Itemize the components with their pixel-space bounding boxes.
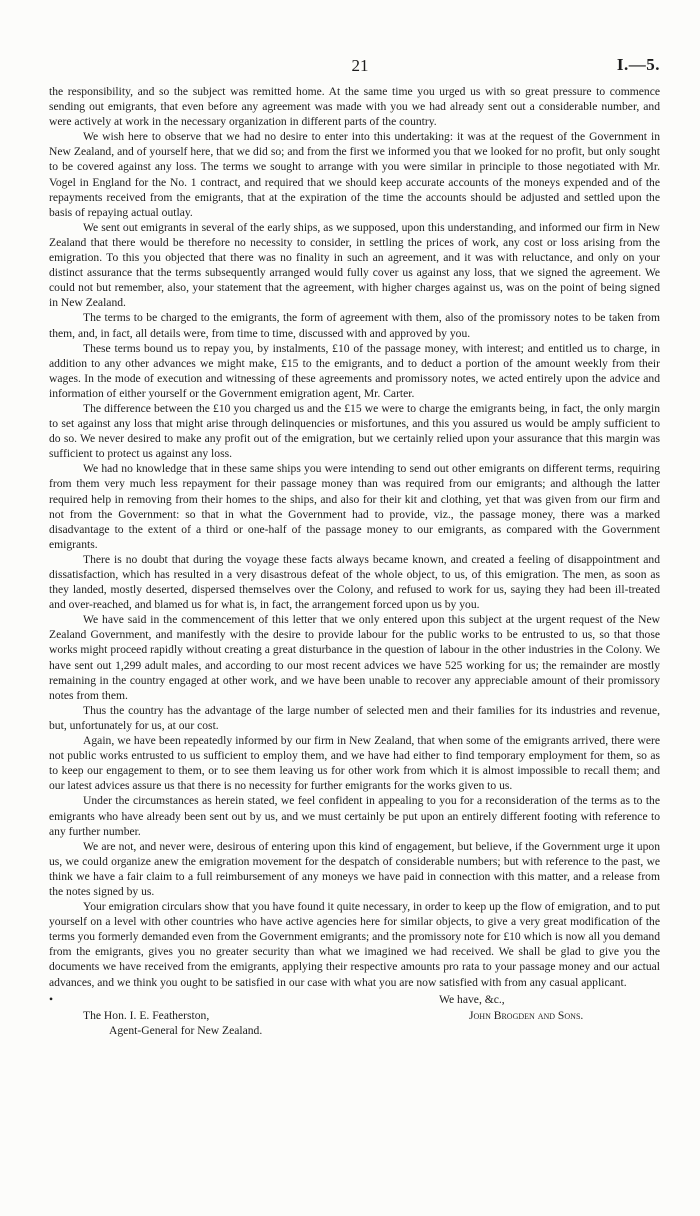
paragraph: We sent out emigrants in several of the early ships, as we supposed, upon this understanding, and informed our firm in New Zealand that there would be therefore no necessity to consider, in settling the prices of work, any cost or loss arising from the emigration. To this you objected that there was no finality in such an agreement, and it was with reluctance, and only on your distinct assurance that the terms subsequently arranged would fully cover us against any loss, that we signed the agreement. We could not but remember, also, your statement that the agreement, with higher charges against us, was on the point of being signed in New Zealand. xyxy=(49,220,660,310)
page-number: 21 xyxy=(351,56,369,75)
paragraph: These terms bound us to repay you, by instalments, £10 of the passage money, with interest; and entitled us to charge, in addition to any other advances we might make, £15 to the emigrants, and to deduct a portion of the amount weekly from their wages. In the mode of execution and witnessing of these agreements and promissory notes, we acted entirely upon the advice and information of either yourself or the Government emigration agent, Mr. Carter. xyxy=(49,341,660,400)
margin-mark: • xyxy=(49,992,54,1006)
letter-body xyxy=(49,84,660,1052)
signoff: We have, &c., xyxy=(439,992,505,1006)
paragraph: We have said in the commencement of this letter that we only entered upon this subject at the urgent request of the New Zealand Government, and manifestly with the desire to provide labour for the public works to be entrusted to us, so that those works might proceed rapidly without creating a great disturbance in the question of labour in the other industries in the Colony. We have sent out 1,299 adult males, and according to our most recent advices we have 525 working for us; the remainder are mostly remaining in the country engaged at other work, and we have been unable to recover any appreciable amount of their promissory notes from them. xyxy=(49,613,660,702)
paragraph: Thus the country has the advantage of the large number of selected men and their families for its industries and revenue, but, unfortunately for us, at our cost. xyxy=(49,703,660,732)
paragraph: We had no knowledge that in these same ships you were intending to send out other emigrants on different terms, requiring from them very much less repayment for their passage money than was required from our emigrants; and although the latter required help in removing from their homes to the ships, and also for their kit and clothing, yet that was given from our firm and not from the Government: so that in what the Government had to provide, viz., the passage money, there was a marked disadvantage to the extent of a third or one-half of the passage money to our emigrants, as compared with the Government emigrants. xyxy=(49,462,660,551)
paragraph: The terms to be charged to the emigrants, the form of agreement with them, also of the promissory notes to be taken from them, and, in fact, all details were, from time to time, discussed with and approved by you. xyxy=(49,311,660,340)
document-reference: I.—5. xyxy=(616,55,660,74)
addressee-name: The Hon. I. E. Featherston, xyxy=(83,1008,210,1022)
addressee-title: Agent-General for New Zealand. xyxy=(109,1023,263,1037)
paragraph: Under the circumstances as herein stated, we feel confident in appealing to you for a reconsideration of the terms as to the emigrants who have already been sent out by us, and we must certainly be put upon an entirely different footing with reference to any further number. xyxy=(49,794,660,838)
signature-name: John Brogden and Sons. xyxy=(469,1008,584,1022)
paragraph: We are not, and never were, desirous of entering upon this kind of engagement, but believe, if the Government urge it upon us, we could organize anew the emigration movement for the despatch of considerable numbers; but with reference to the past, we think we have a fair claim to a full reimbursement of any moneys we have paid in connection with this matter, and a release from the notes signed by us. xyxy=(49,839,660,898)
paragraph: There is no doubt that during the voyage these facts always became known, and created a feeling of disappointment and dissatisfaction, which has resulted in a very disastrous defeat of the whole object, to us, of this emigration. The men, as soon as they landed, mostly deserted, dispersed themselves over the Colony, and refused to work for us, saying they had been ill-treated and over-reached, and blamed us for what is, in fact, the arrangement forced upon us by you. xyxy=(49,552,660,612)
letter-closing xyxy=(49,992,660,1052)
paragraph: the responsibility, and so the subject was remitted home. At the same time you urged us with so great pressure to commence sending out emigrants, that even before any agreement was made with you we had already sent out a considerable number, and were actively at work in the necessary organization in different parts of the country. xyxy=(49,85,660,129)
paragraph: We wish here to observe that we had no desire to enter into this undertaking: it was at the request of the Government in New Zealand, and of yourself here, that we did so; and from the first we informed you that we looked for no profit, but only sought to be covered against any loss. The terms we sought to arrange with you were similar in principle to those negotiated with Mr. Vogel in England for the No. 1 contract, and required that we should keep accurate accounts of the moneys expended and of the repayments received from the emigrants, that at the expiration of the time the accounts should be adjusted and settled upon the basis of repaying actual outlay. xyxy=(49,130,660,219)
paragraph: Your emigration circulars show that you have found it quite necessary, in order to keep up the flow of emigration, and to put yourself on a level with other countries who have active agencies here for similar objects, to give a very great modification of the terms you formerly demanded even from the Government emigrants; and the promissory note for £10 which is now all you demand from the emigrants, gives you no greater security than what we imagined we had received. We shall be glad to give you the documents we have received from the emigrants, applying their respective amounts pro rata to your passage money and our actual advances, and we think you ought to be satisfied in our case with what you are now satisfied with from any casual applicant. xyxy=(49,900,660,989)
paragraph: The difference between the £10 you charged us and the £15 we were to charge the emigrants being, in fact, the only margin to set against any loss that might arise through delinquencies or misfortunes, and this you assured us would be amply sufficient to do so. We never desired to make any profit out of the emigration, but we certainly relied upon your assurance that this margin was sufficient to protect us against any loss. xyxy=(49,401,660,461)
paragraph: Again, we have been repeatedly informed by our firm in New Zealand, that when some of the emigrants arrived, there were not public works entrusted to us sufficient to employ them, and we have had either to find temporary employment for them, so as to keep our engagement to them, or to see them leaving us for other work from which it is almost impossible to recall them; and our latest advices assure us that there is no necessity for further emigrants for the works given to us. xyxy=(49,734,660,793)
